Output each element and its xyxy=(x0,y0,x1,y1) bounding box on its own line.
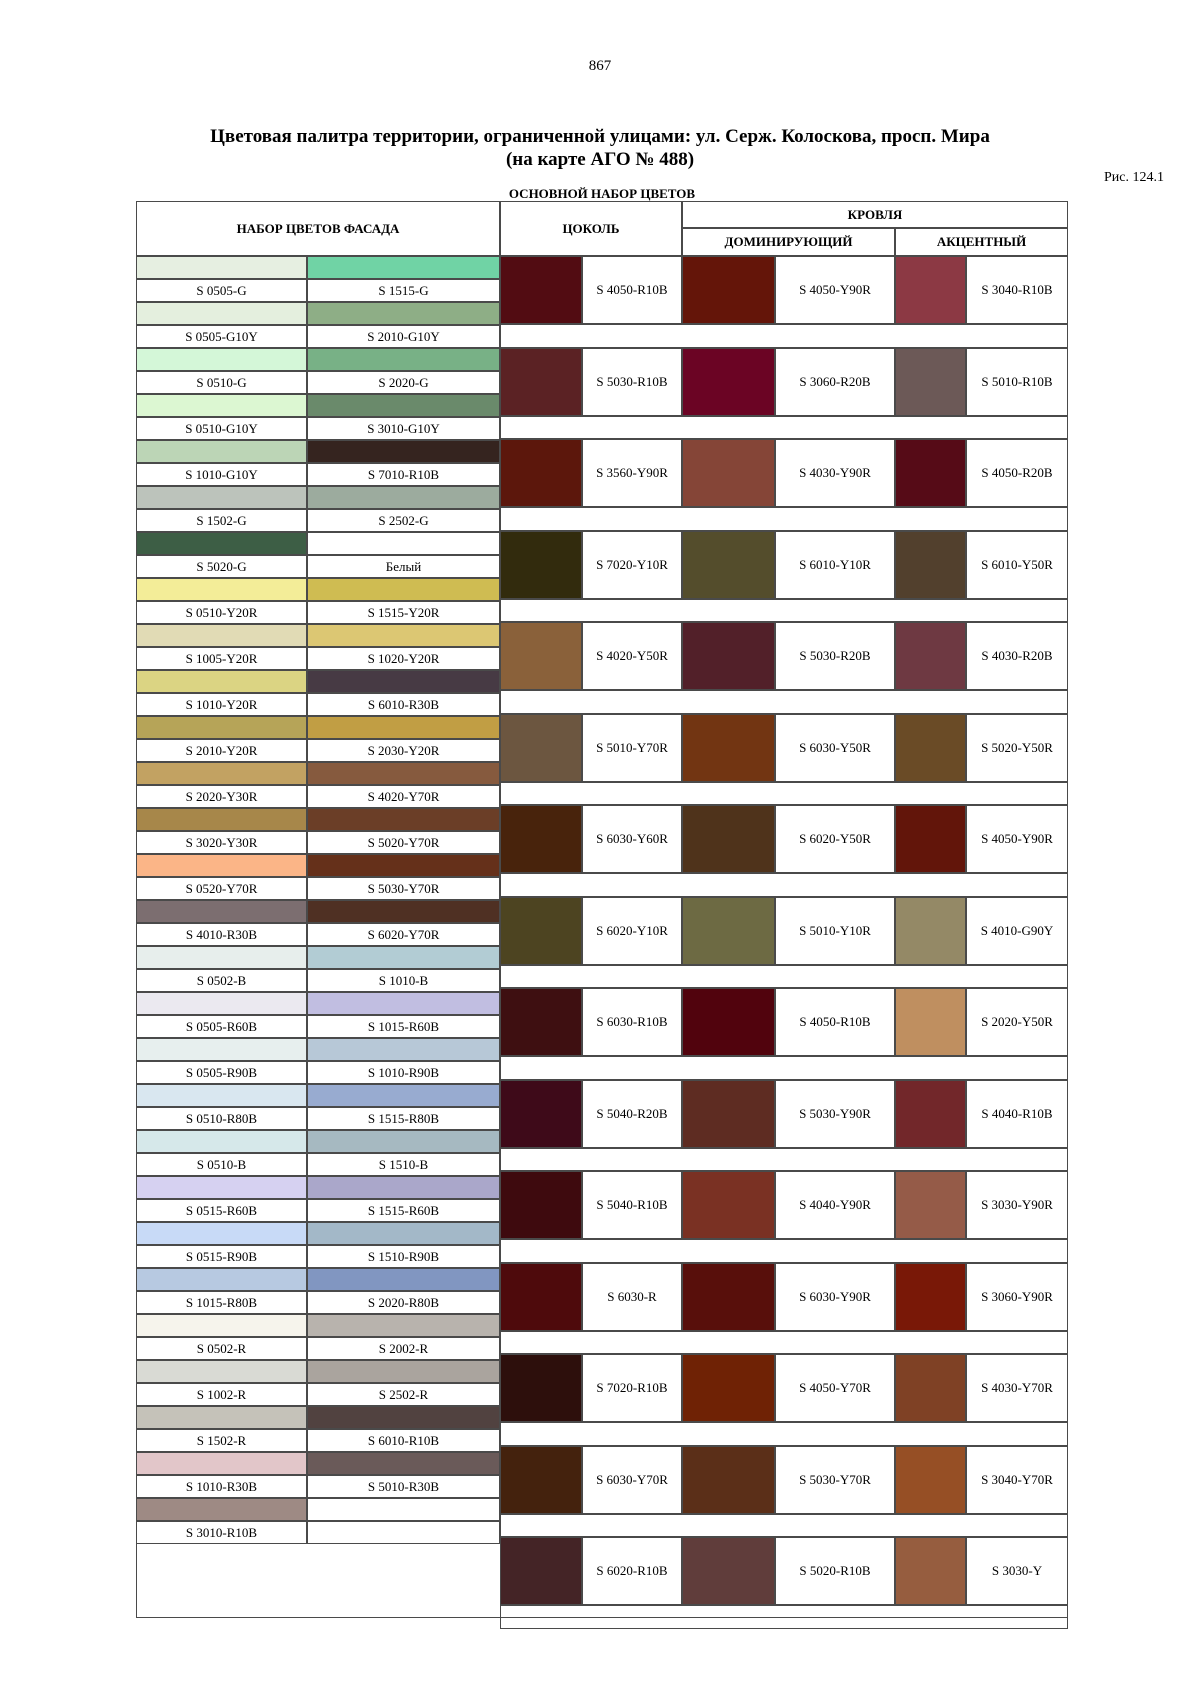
accent-color-code: S 4050-Y90R xyxy=(966,805,1068,873)
accent-color-code: S 3040-Y70R xyxy=(966,1446,1068,1514)
facade-swatch xyxy=(307,808,500,831)
facade-color-code: S 1502-G xyxy=(136,509,307,532)
plinth-color-code: S 3560-Y90R xyxy=(582,439,682,507)
accent-swatch xyxy=(895,348,966,416)
dominant-color-code: S 5020-R10B xyxy=(775,1537,895,1605)
plinth-swatch xyxy=(500,805,582,873)
accent-swatch xyxy=(895,256,966,324)
facade-color-code: S 1515-R80B xyxy=(307,1107,500,1130)
facade-swatch xyxy=(136,1222,307,1245)
combo-spacer-row xyxy=(500,507,1068,531)
plinth-swatch xyxy=(500,622,582,690)
facade-swatch xyxy=(307,1498,500,1521)
facade-color-code: S 0515-R60B xyxy=(136,1199,307,1222)
facade-swatch xyxy=(136,394,307,417)
accent-swatch xyxy=(895,988,966,1056)
facade-swatch xyxy=(136,854,307,877)
facade-swatch xyxy=(307,1452,500,1475)
facade-color-code: S 0510-Y20R xyxy=(136,601,307,624)
facade-color-code: S 0505-R60B xyxy=(136,1015,307,1038)
combo-spacer-row xyxy=(500,690,1068,714)
plinth-swatch xyxy=(500,531,582,599)
combo-spacer-row xyxy=(500,416,1068,440)
accent-swatch xyxy=(895,622,966,690)
facade-color-code: S 1010-G10Y xyxy=(136,463,307,486)
facade-color-code: S 0510-G xyxy=(136,371,307,394)
dominant-color-code: S 5030-R20B xyxy=(775,622,895,690)
dominant-swatch xyxy=(682,1263,775,1331)
facade-swatch xyxy=(307,578,500,601)
accent-color-code: S 3030-Y xyxy=(966,1537,1068,1605)
facade-color-code: S 4020-Y70R xyxy=(307,785,500,808)
facade-color-code: S 3010-R10B xyxy=(136,1521,307,1544)
facade-color-code: S 0505-R90B xyxy=(136,1061,307,1084)
dominant-swatch xyxy=(682,988,775,1056)
document-title xyxy=(0,125,1200,171)
dominant-swatch xyxy=(682,531,775,599)
accent-color-code: S 5010-R10B xyxy=(966,348,1068,416)
facade-swatch xyxy=(307,1084,500,1107)
facade-color-code: S 6010-R30B xyxy=(307,693,500,716)
accent-swatch xyxy=(895,439,966,507)
facade-swatch xyxy=(136,1406,307,1429)
title-line-1: Цветовая палитра территории, ограниченной улицами: ул. Серж. Колоскова, просп. Мира xyxy=(210,126,990,147)
facade-swatch xyxy=(136,302,307,325)
dominant-color-code: S 3060-R20B xyxy=(775,348,895,416)
dominant-color-code: S 4030-Y90R xyxy=(775,439,895,507)
dominant-swatch xyxy=(682,622,775,690)
facade-color-code: S 1010-R30B xyxy=(136,1475,307,1498)
plinth-color-code: S 5030-R10B xyxy=(582,348,682,416)
accent-color-code: S 4010-G90Y xyxy=(966,897,1068,965)
accent-swatch xyxy=(895,531,966,599)
facade-swatch xyxy=(307,1406,500,1429)
facade-color-code: S 2020-G xyxy=(307,371,500,394)
dominant-swatch xyxy=(682,1537,775,1605)
facade-swatch xyxy=(136,256,307,279)
dominant-color-code: S 5030-Y90R xyxy=(775,1080,895,1148)
facade-swatch xyxy=(307,348,500,371)
accent-swatch xyxy=(895,1080,966,1148)
dominant-swatch xyxy=(682,348,775,416)
facade-swatch xyxy=(136,440,307,463)
dominant-color-code: S 4040-Y90R xyxy=(775,1171,895,1239)
facade-color-code: S 1020-Y20R xyxy=(307,647,500,670)
facade-swatch xyxy=(136,1268,307,1291)
facade-color-code: S 1010-B xyxy=(307,969,500,992)
dominant-swatch xyxy=(682,1446,775,1514)
facade-swatch xyxy=(136,900,307,923)
facade-swatch xyxy=(136,578,307,601)
combo-spacer-row xyxy=(500,873,1068,897)
facade-color-code: S 2502-R xyxy=(307,1383,500,1406)
facade-swatch xyxy=(136,1314,307,1337)
combo-spacer-row xyxy=(500,1514,1068,1538)
accent-swatch xyxy=(895,897,966,965)
facade-swatch xyxy=(136,1130,307,1153)
facade-swatch xyxy=(136,992,307,1015)
facade-swatch xyxy=(136,946,307,969)
plinth-swatch xyxy=(500,1171,582,1239)
facade-color-code: S 3010-G10Y xyxy=(307,417,500,440)
facade-color-code: S 3020-Y30R xyxy=(136,831,307,854)
plinth-color-code: S 6030-Y70R xyxy=(582,1446,682,1514)
facade-color-code: S 1015-R60B xyxy=(307,1015,500,1038)
plinth-color-code: S 6020-Y10R xyxy=(582,897,682,965)
facade-color-code: S 1515-Y20R xyxy=(307,601,500,624)
facade-swatch xyxy=(307,532,500,555)
facade-swatch xyxy=(307,946,500,969)
facade-swatch xyxy=(307,1222,500,1245)
facade-swatch xyxy=(136,624,307,647)
facade-color-code: S 0510-B xyxy=(136,1153,307,1176)
plinth-swatch xyxy=(500,1263,582,1331)
plinth-swatch xyxy=(500,897,582,965)
combo-spacer-row xyxy=(500,1605,1068,1629)
plinth-color-code: S 5040-R20B xyxy=(582,1080,682,1148)
facade-swatch xyxy=(136,1498,307,1521)
table-caption: ОСНОВНОЙ НАБОР ЦВЕТОВ xyxy=(508,186,696,201)
facade-swatch xyxy=(136,808,307,831)
dominant-color-code: S 4050-R10B xyxy=(775,988,895,1056)
facade-swatch xyxy=(136,762,307,785)
facade-color-code: S 5030-Y70R xyxy=(307,877,500,900)
facade-swatch xyxy=(136,670,307,693)
facade-color-code: S 5010-R30B xyxy=(307,1475,500,1498)
facade-swatch xyxy=(307,440,500,463)
page-number: 867 xyxy=(588,58,612,74)
facade-color-code: S 1002-R xyxy=(136,1383,307,1406)
accent-color-code: S 4030-Y70R xyxy=(966,1354,1068,1422)
color-palette-table xyxy=(136,201,1068,1618)
plinth-color-code: S 7020-Y10R xyxy=(582,531,682,599)
plinth-swatch xyxy=(500,1537,582,1605)
facade-swatch xyxy=(307,900,500,923)
facade-color-code: S 2020-R80B xyxy=(307,1291,500,1314)
plinth-color-code: S 5040-R10B xyxy=(582,1171,682,1239)
dominant-header: ДОМИНИРУЮЩИЙ xyxy=(682,228,895,256)
facade-color-code: S 1010-Y20R xyxy=(136,693,307,716)
title-line-2: (на карте АГО № 488) xyxy=(505,149,695,170)
dominant-color-code: S 4050-Y90R xyxy=(775,256,895,324)
combo-spacer-row xyxy=(500,965,1068,989)
facade-header: НАБОР ЦВЕТОВ ФАСАДА xyxy=(136,201,500,256)
combo-spacer-row xyxy=(500,1331,1068,1355)
combo-spacer-row xyxy=(500,599,1068,623)
facade-swatch xyxy=(307,256,500,279)
facade-color-code: S 1010-R90B xyxy=(307,1061,500,1084)
facade-swatch xyxy=(307,1130,500,1153)
facade-swatch xyxy=(307,1176,500,1199)
facade-color-code: S 5020-G xyxy=(136,555,307,578)
accent-color-code: S 5020-Y50R xyxy=(966,714,1068,782)
combo-spacer-row xyxy=(500,1056,1068,1080)
accent-swatch xyxy=(895,1446,966,1514)
facade-color-code: S 2010-G10Y xyxy=(307,325,500,348)
facade-swatch xyxy=(307,716,500,739)
dominant-color-code: S 6010-Y10R xyxy=(775,531,895,599)
facade-color-code: S 2002-R xyxy=(307,1337,500,1360)
plinth-header: ЦОКОЛЬ xyxy=(500,201,682,256)
dominant-swatch xyxy=(682,897,775,965)
facade-color-code: S 0502-R xyxy=(136,1337,307,1360)
facade-color-code: S 0502-B xyxy=(136,969,307,992)
facade-color-code: S 2030-Y20R xyxy=(307,739,500,762)
facade-swatch xyxy=(307,624,500,647)
facade-swatch xyxy=(307,394,500,417)
accent-color-code: S 3060-Y90R xyxy=(966,1263,1068,1331)
accent-swatch xyxy=(895,714,966,782)
facade-color-code: S 6010-R10B xyxy=(307,1429,500,1452)
facade-color-code: S 7010-R10B xyxy=(307,463,500,486)
facade-swatch xyxy=(136,1360,307,1383)
accent-color-code: S 4050-R20B xyxy=(966,439,1068,507)
facade-color-code: S 1510-R90B xyxy=(307,1245,500,1268)
facade-color-code: S 2020-Y30R xyxy=(136,785,307,808)
facade-swatch xyxy=(136,1038,307,1061)
dominant-swatch xyxy=(682,1171,775,1239)
plinth-swatch xyxy=(500,348,582,416)
accent-swatch xyxy=(895,1171,966,1239)
facade-swatch xyxy=(307,1314,500,1337)
facade-color-code: S 1515-R60B xyxy=(307,1199,500,1222)
facade-swatch xyxy=(307,302,500,325)
dominant-color-code: S 4050-Y70R xyxy=(775,1354,895,1422)
combo-spacer-row xyxy=(500,324,1068,348)
dominant-swatch xyxy=(682,714,775,782)
plinth-swatch xyxy=(500,714,582,782)
facade-color-code: S 1005-Y20R xyxy=(136,647,307,670)
plinth-color-code: S 6030-Y60R xyxy=(582,805,682,873)
facade-color-code: Белый xyxy=(307,555,500,578)
facade-swatch xyxy=(136,486,307,509)
facade-color-code: S 0515-R90B xyxy=(136,1245,307,1268)
accent-color-code: S 2020-Y50R xyxy=(966,988,1068,1056)
accent-swatch xyxy=(895,1354,966,1422)
facade-swatch xyxy=(307,1038,500,1061)
facade-color-code: S 1510-B xyxy=(307,1153,500,1176)
facade-swatch xyxy=(307,1360,500,1383)
plinth-color-code: S 6030-R xyxy=(582,1263,682,1331)
plinth-swatch xyxy=(500,256,582,324)
facade-swatch xyxy=(136,1084,307,1107)
plinth-color-code: S 4050-R10B xyxy=(582,256,682,324)
accent-color-code: S 4040-R10B xyxy=(966,1080,1068,1148)
facade-color-code: S 1015-R80B xyxy=(136,1291,307,1314)
dominant-swatch xyxy=(682,805,775,873)
accent-header: АКЦЕНТНЫЙ xyxy=(895,228,1068,256)
plinth-color-code: S 4020-Y50R xyxy=(582,622,682,690)
plinth-color-code: S 6020-R10B xyxy=(582,1537,682,1605)
facade-color-code: S 0505-G xyxy=(136,279,307,302)
accent-color-code: S 4030-R20B xyxy=(966,622,1068,690)
facade-color-code: S 6020-Y70R xyxy=(307,923,500,946)
facade-color-code: S 1515-G xyxy=(307,279,500,302)
plinth-color-code: S 7020-R10B xyxy=(582,1354,682,1422)
facade-swatch xyxy=(307,486,500,509)
facade-color-code: S 2010-Y20R xyxy=(136,739,307,762)
facade-color-code: S 0510-R80B xyxy=(136,1107,307,1130)
combo-spacer-row xyxy=(500,1422,1068,1446)
facade-color-code: S 2502-G xyxy=(307,509,500,532)
dominant-color-code: S 5010-Y10R xyxy=(775,897,895,965)
combo-spacer-row xyxy=(500,1148,1068,1172)
facade-swatch xyxy=(307,992,500,1015)
dominant-color-code: S 6030-Y50R xyxy=(775,714,895,782)
dominant-swatch xyxy=(682,439,775,507)
dominant-color-code: S 5030-Y70R xyxy=(775,1446,895,1514)
plinth-swatch xyxy=(500,988,582,1056)
facade-swatch xyxy=(136,348,307,371)
accent-color-code: S 3040-R10B xyxy=(966,256,1068,324)
facade-swatch xyxy=(307,670,500,693)
facade-swatch xyxy=(307,762,500,785)
dominant-swatch xyxy=(682,1080,775,1148)
plinth-swatch xyxy=(500,1354,582,1422)
combo-spacer-row xyxy=(500,782,1068,806)
facade-color-code: S 0520-Y70R xyxy=(136,877,307,900)
facade-color-code: S 5020-Y70R xyxy=(307,831,500,854)
facade-color-code xyxy=(307,1521,500,1544)
figure-label: Рис. 124.1 xyxy=(1104,170,1164,185)
accent-swatch xyxy=(895,805,966,873)
facade-swatch xyxy=(136,716,307,739)
plinth-color-code: S 6030-R10B xyxy=(582,988,682,1056)
accent-swatch xyxy=(895,1263,966,1331)
accent-swatch xyxy=(895,1537,966,1605)
facade-swatch xyxy=(136,532,307,555)
facade-swatch xyxy=(307,1268,500,1291)
facade-color-code: S 0510-G10Y xyxy=(136,417,307,440)
accent-color-code: S 3030-Y90R xyxy=(966,1171,1068,1239)
facade-color-code: S 1502-R xyxy=(136,1429,307,1452)
facade-color-code: S 0505-G10Y xyxy=(136,325,307,348)
dominant-swatch xyxy=(682,1354,775,1422)
facade-swatch xyxy=(136,1176,307,1199)
plinth-swatch xyxy=(500,1446,582,1514)
plinth-color-code: S 5010-Y70R xyxy=(582,714,682,782)
dominant-swatch xyxy=(682,256,775,324)
dominant-color-code: S 6020-Y50R xyxy=(775,805,895,873)
facade-color-code: S 4010-R30B xyxy=(136,923,307,946)
facade-swatch xyxy=(136,1452,307,1475)
combo-spacer-row xyxy=(500,1239,1068,1263)
accent-color-code: S 6010-Y50R xyxy=(966,531,1068,599)
facade-swatch xyxy=(307,854,500,877)
roof-header: КРОВЛЯ xyxy=(682,201,1068,228)
dominant-color-code: S 6030-Y90R xyxy=(775,1263,895,1331)
plinth-swatch xyxy=(500,1080,582,1148)
plinth-swatch xyxy=(500,439,582,507)
